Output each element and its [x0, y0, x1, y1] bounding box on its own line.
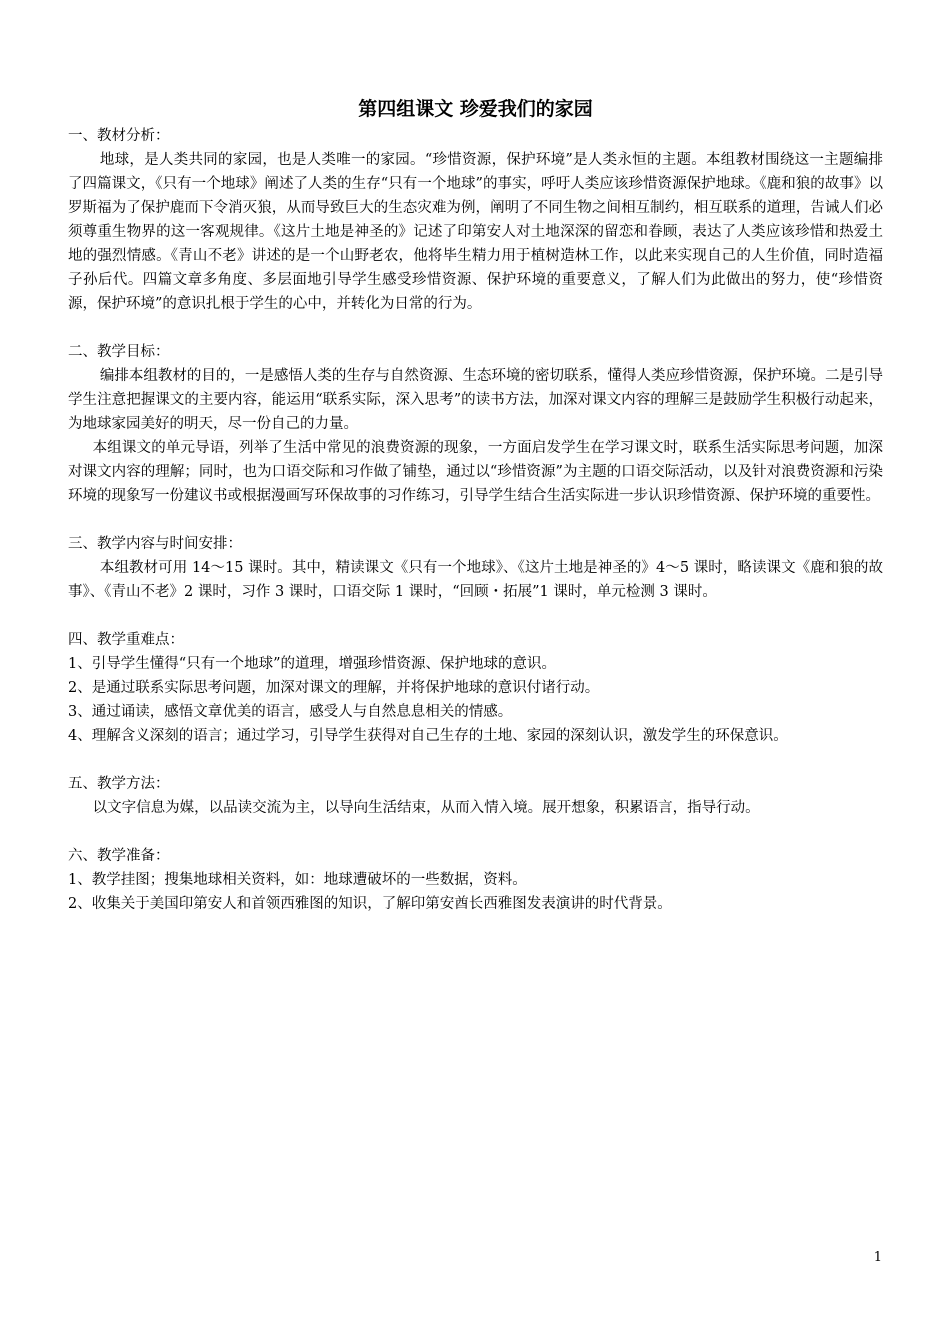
section-heading: 二、教学目标：	[68, 344, 170, 360]
section-heading: 四、教学重难点：	[68, 632, 184, 648]
section-preparation	[68, 844, 883, 916]
spacer	[68, 748, 883, 772]
section-content-schedule	[68, 532, 883, 604]
section-key-points	[68, 628, 883, 748]
list-item: 1、教学挂图；搜集地球相关资料，如：地球遭破坏的一些数据，资料。	[68, 872, 527, 888]
section-teaching-goals	[68, 340, 883, 508]
list-item: 3、通过诵读，感悟文章优美的语言，感受人与自然息息相关的情感。	[68, 704, 513, 720]
list-item: 2、收集关于美国印第安人和首领西雅图的知识，了解印第安酋长西雅图发表演讲的时代背景。	[68, 896, 672, 912]
list-item: 4、理解含义深刻的语言；通过学习，引导学生获得对自己生存的土地、家园的深刻认识，激发学生的环保意识。	[68, 728, 788, 744]
section-teaching-methods	[68, 772, 883, 820]
paragraph: 地球，是人类共同的家园，也是人类唯一的家园。“珍惜资源，保护环境”是人类永恒的主题。本组教材围绕这一主题编排了四篇课文，《只有一个地球》阐述了人类的生存“只有一个地球”的事实，呼吁人类应该珍惜资源保护地球。《鹿和狼的故事》以罗斯福为了保护鹿而下令消灭狼，从而导致巨大的生态灾难为例，阐明了不同生物之间相互制约，相互联系的道理，告诫人们必须尊重生物界的这一客观规律。《这片土地是神圣的》记述了印第安人对土地深深的留恋和眷顾，表达了人类应该珍惜和热爱土地的强烈情感。《青山不老》讲述的是一个山野老农，他将毕生精力用于植树造林工作，以此来实现自己的人生价值，同时造福子孙后代。四篇文章多角度、多层面地引导学生感受珍惜资源、保护环境的重要意义，了解人们为此做出的努力，使“珍惜资源，保护环境”的意识扎根于学生的心中，并转化为日常的行为。	[68, 152, 883, 312]
section-heading: 六、教学准备：	[68, 848, 170, 864]
paragraph: 以文字信息为媒，以品读交流为主，以导向生活结束，从而入情入境。展开想象，积累语言，指导行动。	[92, 800, 760, 816]
paragraph: 编排本组教材的目的，一是感悟人类的生存与自然资源、生态环境的密切联系，懂得人类应珍惜资源，保护环境。二是引导学生注意把握课文的主要内容，能运用“联系实际，深入思考”的读书方法，加深对课文内容的理解三是鼓励学生积极行动起来，为地球家园美好的明天，尽一份自己的力量。	[68, 368, 883, 432]
page-number: 1	[873, 1250, 882, 1265]
document-title: 第四组课文 珍爱我们的家园	[358, 98, 593, 120]
spacer	[68, 604, 883, 628]
spacer	[68, 508, 883, 532]
section-heading: 五、教学方法：	[68, 776, 170, 792]
list-item: 1、引导学生懂得“只有一个地球”的道理，增强珍惜资源、保护地球的意识。	[68, 656, 557, 672]
section-textbook-analysis	[68, 124, 883, 316]
spacer	[68, 820, 883, 844]
section-heading: 一、教材分析：	[68, 128, 170, 144]
document-page	[68, 96, 883, 916]
paragraph: 本组课文的单元导语，列举了生活中常见的浪费资源的现象，一方面启发学生在学习课文时，联系生活实际思考问题，加深对课文内容的理解；同时，也为口语交际和习作做了铺垫，通过以“珍惜资源”为主题的口语交际活动，以及针对浪费资源和污染环境的现象写一份建议书或根据漫画写环保故事的习作练习，引导学生结合生活实际进一步认识珍惜资源、保护环境的重要性。	[68, 440, 883, 504]
paragraph: 本组教材可用 14～15 课时。其中，精读课文《只有一个地球》、《这片土地是神圣的》4～5 课时，略读课文《鹿和狼的故事》、《青山不老》2 课时，习作 3 课时，口语交际 1 课时，“回顾・拓展”1 课时，单元检测 3 课时。	[68, 560, 883, 600]
spacer	[68, 316, 883, 340]
section-heading: 三、教学内容与时间安排：	[68, 536, 242, 552]
list-item: 2、是通过联系实际思考问题，加深对课文的理解，并将保护地球的意识付诸行动。	[68, 680, 600, 696]
